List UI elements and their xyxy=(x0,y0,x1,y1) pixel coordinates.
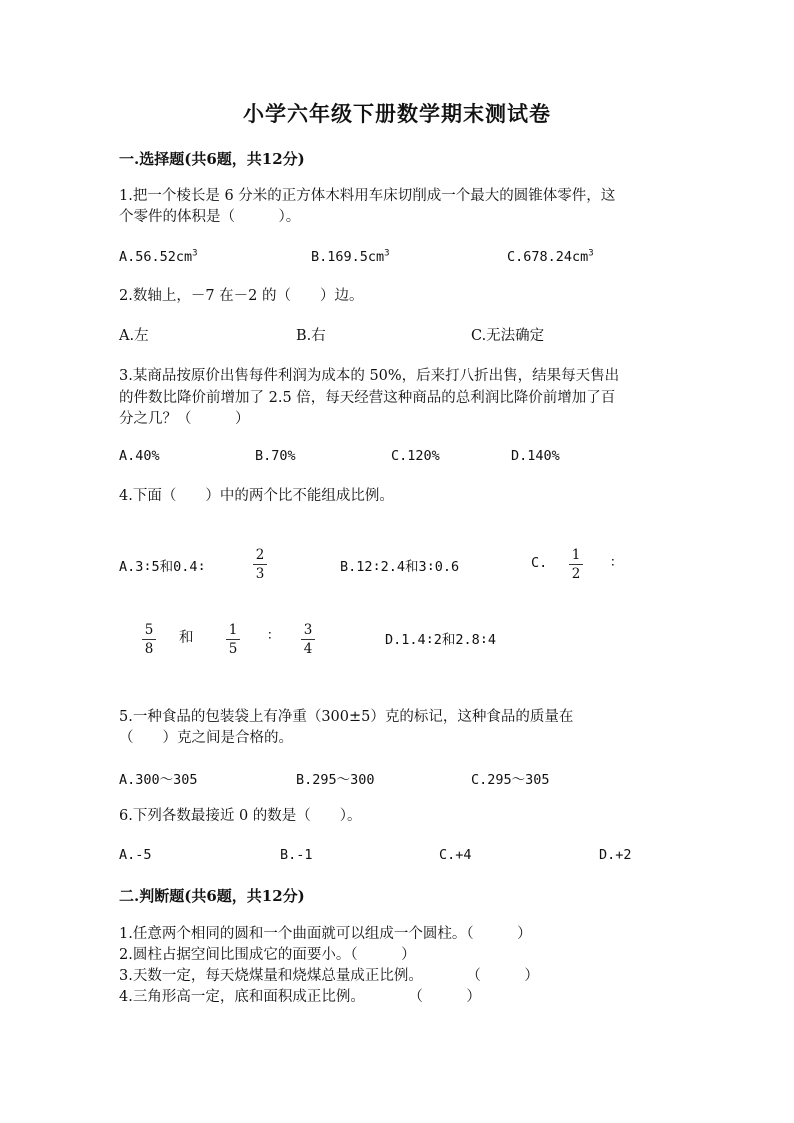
judge-item-1: 1.任意两个相同的圆和一个曲面就可以组成一个圆柱。（ ） xyxy=(119,926,532,942)
question-4-option-c-fraction-4: 3 4 xyxy=(301,622,315,657)
question-1-option-b: $B.169.5cm^3$ xyxy=(311,248,390,265)
question-3-option-d: D.140% xyxy=(511,448,560,464)
question-1-option-c: $C.678.24cm^3$ xyxy=(507,248,594,265)
section-heading-judge: 二.判断题(共6题，共12分) xyxy=(119,887,305,905)
question-4-option-c-fraction-3: 1 5 xyxy=(226,622,240,657)
question-2-option-c: C.无法确定 xyxy=(471,328,545,344)
question-3-option-c: C.120% xyxy=(391,448,440,464)
question-3-line-1: 3.某商品按原价出售每件利润为成本的 50%，后来打八折出售，结果每天售出 xyxy=(119,368,620,384)
question-6-option-c: C.+4 xyxy=(439,847,472,863)
question-3-line-2: 的件数比降价前增加了 2.5 倍，每天经营这种商品的总利润比降价前增加了百 xyxy=(119,390,616,406)
question-2-option-b: B.右 xyxy=(296,328,326,344)
question-5-line-1: 5.一种食品的包装袋上有净重（300±5）克的标记，这种食品的质量在 xyxy=(119,709,574,725)
question-5-line-2: （ ）克之间是合格的。 xyxy=(119,730,293,746)
question-4-option-d: D.1.4∶2和2.8∶4 xyxy=(385,632,497,648)
question-6-option-b: B.-1 xyxy=(280,847,313,863)
question-4-option-b: B.12∶2.4和3∶0.6 xyxy=(340,559,460,575)
judge-item-3: 3.天数一定，每天烧煤量和烧煤总量成正比例。 （ ） xyxy=(119,968,539,984)
judge-item-2: 2.圆柱占据空间比围成它的面要小。（ ） xyxy=(119,947,416,963)
question-5-option-c: C.295～305 xyxy=(471,772,550,788)
question-1-line-1: 1.把一个棱长是 6 分米的正方体木料用车床切削成一个最大的圆锥体零件，这 xyxy=(119,188,616,204)
judge-item-4: 4.三角形高一定，底和面积成正比例。 （ ） xyxy=(119,989,481,1005)
question-4-option-c-fraction-2: 5 8 xyxy=(142,622,156,657)
question-4-option-c-colon-1: ∶ xyxy=(611,555,615,571)
question-3-line-3: 分之几？（ ） xyxy=(119,411,250,427)
question-6-option-d: D.+2 xyxy=(599,847,632,863)
question-5-option-a: A.300～305 xyxy=(119,772,198,788)
question-3-option-b: B.70% xyxy=(255,448,296,464)
question-1-option-a: $A.56.52cm^3$ xyxy=(119,248,198,265)
question-2-option-a: A.左 xyxy=(119,328,149,344)
section-heading-choice: 一.选择题(共6题，共12分) xyxy=(119,150,305,168)
question-5-option-b: B.295～300 xyxy=(296,772,375,788)
question-4-option-c-fraction-1: 1 2 xyxy=(569,547,583,582)
question-6-option-a: A.-5 xyxy=(119,847,152,863)
question-6-stem: 6.下列各数最接近 0 的数是（ ）。 xyxy=(119,808,362,824)
page-title: 小学六年级下册数学期末测试卷 xyxy=(243,101,551,126)
question-1-line-2: 个零件的体积是（ ）。 xyxy=(119,209,301,225)
question-4-option-a: A.3∶5和0.4∶ xyxy=(119,559,206,575)
question-4-option-a-fraction: 2 3 xyxy=(253,547,267,582)
question-3-option-a: A.40% xyxy=(119,448,160,464)
question-4-option-c-and: 和 xyxy=(179,630,194,646)
question-4-option-c-colon-2: ∶ xyxy=(268,628,272,644)
question-2-stem: 2.数轴上，－7 在－2 的（ ）边。 xyxy=(119,288,364,304)
question-4-option-c-label: C. xyxy=(531,555,548,571)
question-4-stem: 4.下面（ ）中的两个比不能组成比例。 xyxy=(119,488,394,504)
